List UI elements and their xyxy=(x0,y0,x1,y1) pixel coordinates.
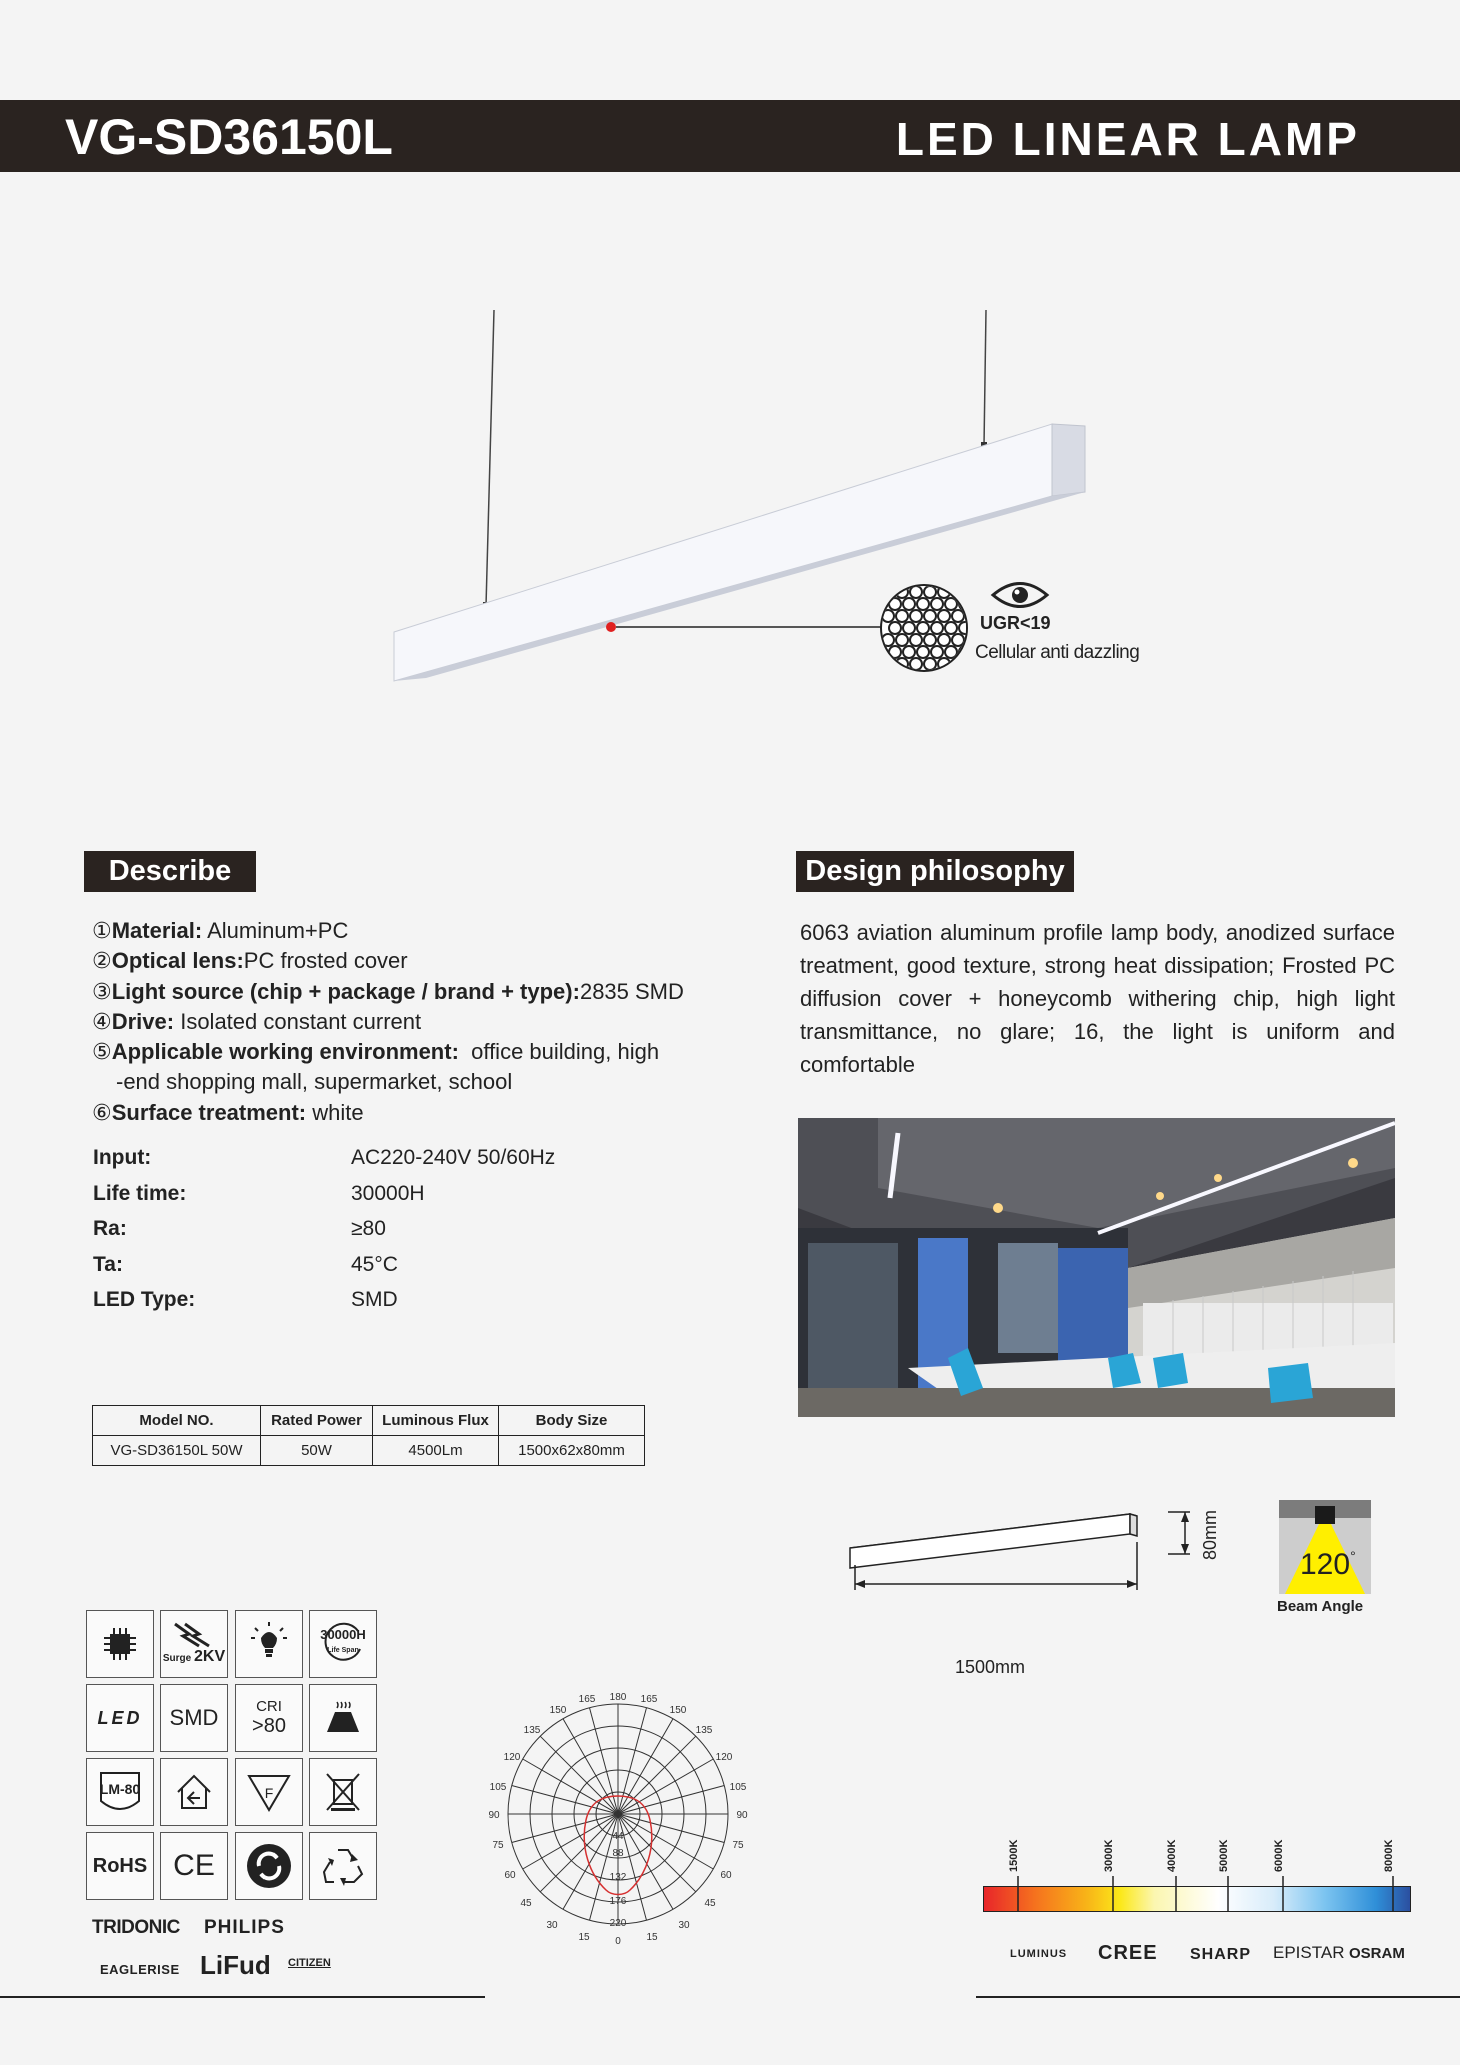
svg-text:150: 150 xyxy=(549,1705,567,1716)
brand-eaglerise: EAGLERISE xyxy=(100,1962,180,1977)
svg-text:30: 30 xyxy=(678,1920,690,1931)
weee-icon xyxy=(309,1758,377,1826)
svg-text:F: F xyxy=(264,1785,274,1801)
table-row xyxy=(93,1436,645,1466)
svg-text:45: 45 xyxy=(704,1898,716,1909)
brand-philips: PHILIPS xyxy=(204,1917,285,1938)
honeycomb-icon xyxy=(880,584,968,672)
svg-text:60: 60 xyxy=(720,1870,732,1881)
feature-light-source: ③Light source (chip + package / brand + type):2835 SMD xyxy=(92,978,684,1004)
beam-angle-label: Beam Angle xyxy=(1277,1598,1364,1615)
house-icon xyxy=(160,1758,228,1826)
spec-ra: Ra: ≥80 xyxy=(93,1217,386,1240)
beam-angle-value: 120° xyxy=(1300,1548,1356,1581)
brand-lifud: LiFud xyxy=(200,1950,271,1980)
svg-text:44: 44 xyxy=(612,1831,624,1842)
eye-icon xyxy=(990,578,1050,612)
color-temp-label: 5000K xyxy=(1218,1839,1230,1872)
office-photo xyxy=(798,1118,1395,1417)
svg-text:105: 105 xyxy=(489,1782,507,1793)
table-cell: VG-SD36150L 50W xyxy=(93,1436,261,1466)
height-label: 80mm xyxy=(1200,1509,1220,1560)
table-header: Body Size xyxy=(499,1406,645,1436)
svg-text:75: 75 xyxy=(732,1840,744,1851)
dimension-drawing xyxy=(840,1490,1240,1690)
surge-icon: Surge 2KV xyxy=(160,1610,228,1678)
feature-optical-lens: ②Optical lens:PC frosted cover xyxy=(92,948,408,974)
spec-list xyxy=(93,1146,693,1324)
svg-text:150: 150 xyxy=(669,1705,687,1716)
ce-icon: CE xyxy=(160,1832,228,1900)
color-temp-label: 4000K xyxy=(1166,1839,1178,1872)
svg-text:135: 135 xyxy=(523,1725,541,1736)
feature-surface: ⑥Surface treatment: white xyxy=(92,1099,364,1125)
ugr-caption: Cellular anti dazzling xyxy=(975,642,1140,663)
svg-text:120: 120 xyxy=(715,1752,733,1763)
svg-text:105: 105 xyxy=(729,1782,747,1793)
table-cell: 50W xyxy=(261,1436,373,1466)
product-title: LED LINEAR LAMP xyxy=(895,113,1360,165)
feature-list xyxy=(92,916,752,1128)
bottom-line-left xyxy=(0,1996,485,1998)
svg-text:132: 132 xyxy=(609,1872,627,1883)
svg-text:90: 90 xyxy=(488,1810,500,1821)
svg-text:15: 15 xyxy=(578,1932,590,1943)
svg-text:45: 45 xyxy=(520,1898,532,1909)
spec-input: Input: AC220-240V 50/60Hz xyxy=(93,1146,556,1169)
philosophy-tag: Design philosophy xyxy=(796,851,1074,892)
color-temp-label: 3000K xyxy=(1103,1839,1115,1872)
ugr-label: UGR<19 xyxy=(980,613,1051,633)
chip-icon xyxy=(86,1610,154,1678)
spec-led-type: LED Type: SMD xyxy=(93,1288,398,1311)
brand-epistar: EPISTAR xyxy=(1273,1943,1345,1962)
recycle-icon xyxy=(309,1832,377,1900)
color-temp-label: 6000K xyxy=(1273,1839,1285,1872)
lm80-icon: LM-80 xyxy=(86,1758,154,1826)
color-temp-label: 8000K xyxy=(1383,1839,1395,1872)
svg-text:0: 0 xyxy=(615,1936,621,1947)
brand-tridonic: TRIDONIC xyxy=(92,1917,180,1938)
model-title: VG-SD36150L xyxy=(65,109,393,165)
svg-text:60: 60 xyxy=(504,1870,516,1881)
svg-text:176: 176 xyxy=(609,1896,627,1907)
model-table xyxy=(92,1405,645,1466)
brand-sharp: SHARP xyxy=(1190,1946,1252,1963)
table-cell: 1500x62x80mm xyxy=(499,1436,645,1466)
spec-lifetime: Life time: 30000H xyxy=(93,1181,425,1205)
fire-rating-icon xyxy=(235,1758,303,1826)
smd-icon: SMD xyxy=(160,1684,228,1752)
svg-text:120: 120 xyxy=(503,1752,521,1763)
green-dot-icon xyxy=(235,1832,303,1900)
svg-text:30: 30 xyxy=(546,1920,558,1931)
philosophy-text: 6063 aviation aluminum profile lamp body, anodized surface treatment, good texture, strong heat dissipation; Frosted PC diffusion cover + honeycomb withering chip, high light transmittance, no glare; 16, the light is uniform and comfortable xyxy=(800,920,1395,1077)
lifespan-icon: 30000H Life Span xyxy=(309,1610,377,1678)
describe-tag: Describe xyxy=(84,851,256,892)
svg-text:220: 220 xyxy=(609,1918,627,1929)
table-header: Luminous Flux xyxy=(373,1406,499,1436)
spec-ta: Ta: 45°C xyxy=(93,1252,398,1276)
length-label: 1500mm xyxy=(955,1657,1026,1677)
led-icon: LED xyxy=(86,1684,154,1752)
feature-material: ①Material: Aluminum+PC xyxy=(92,918,349,943)
svg-text:90: 90 xyxy=(736,1810,748,1821)
brand-osram: OSRAM xyxy=(1349,1945,1405,1962)
brand-cree: CREE xyxy=(1098,1942,1158,1964)
svg-text:165: 165 xyxy=(640,1694,658,1705)
svg-text:15: 15 xyxy=(646,1932,658,1943)
svg-text:180: 180 xyxy=(609,1692,627,1703)
rohs-icon: RoHS xyxy=(86,1832,154,1900)
polar-diagram xyxy=(470,1670,766,1960)
bottom-line-right xyxy=(976,1996,1460,1998)
lamp-illustration xyxy=(380,300,1200,700)
color-temp-ticks xyxy=(983,1828,1413,1918)
cri-icon: CRI >80 xyxy=(235,1684,303,1752)
brand-luminus: LUMINUS xyxy=(1010,1948,1068,1960)
feature-drive: ④Drive: Isolated constant current xyxy=(92,1008,422,1034)
feature-environment: ⑤Applicable working environment: office building, high xyxy=(92,1039,660,1065)
table-header: Rated Power xyxy=(261,1406,373,1436)
table-cell: 4500Lm xyxy=(373,1436,499,1466)
color-temp-label: 1500K xyxy=(1008,1839,1020,1872)
heat-icon xyxy=(309,1684,377,1752)
svg-text:75: 75 xyxy=(492,1840,504,1851)
table-header: Model NO. xyxy=(93,1406,261,1436)
svg-text:88: 88 xyxy=(612,1848,624,1859)
svg-text:165: 165 xyxy=(578,1694,596,1705)
lightbulb-icon xyxy=(235,1610,303,1678)
brand-citizen: CITIZEN xyxy=(288,1957,331,1969)
feature-environment-cont: -end shopping mall, supermarket, school xyxy=(116,1069,513,1095)
svg-text:135: 135 xyxy=(695,1725,713,1736)
